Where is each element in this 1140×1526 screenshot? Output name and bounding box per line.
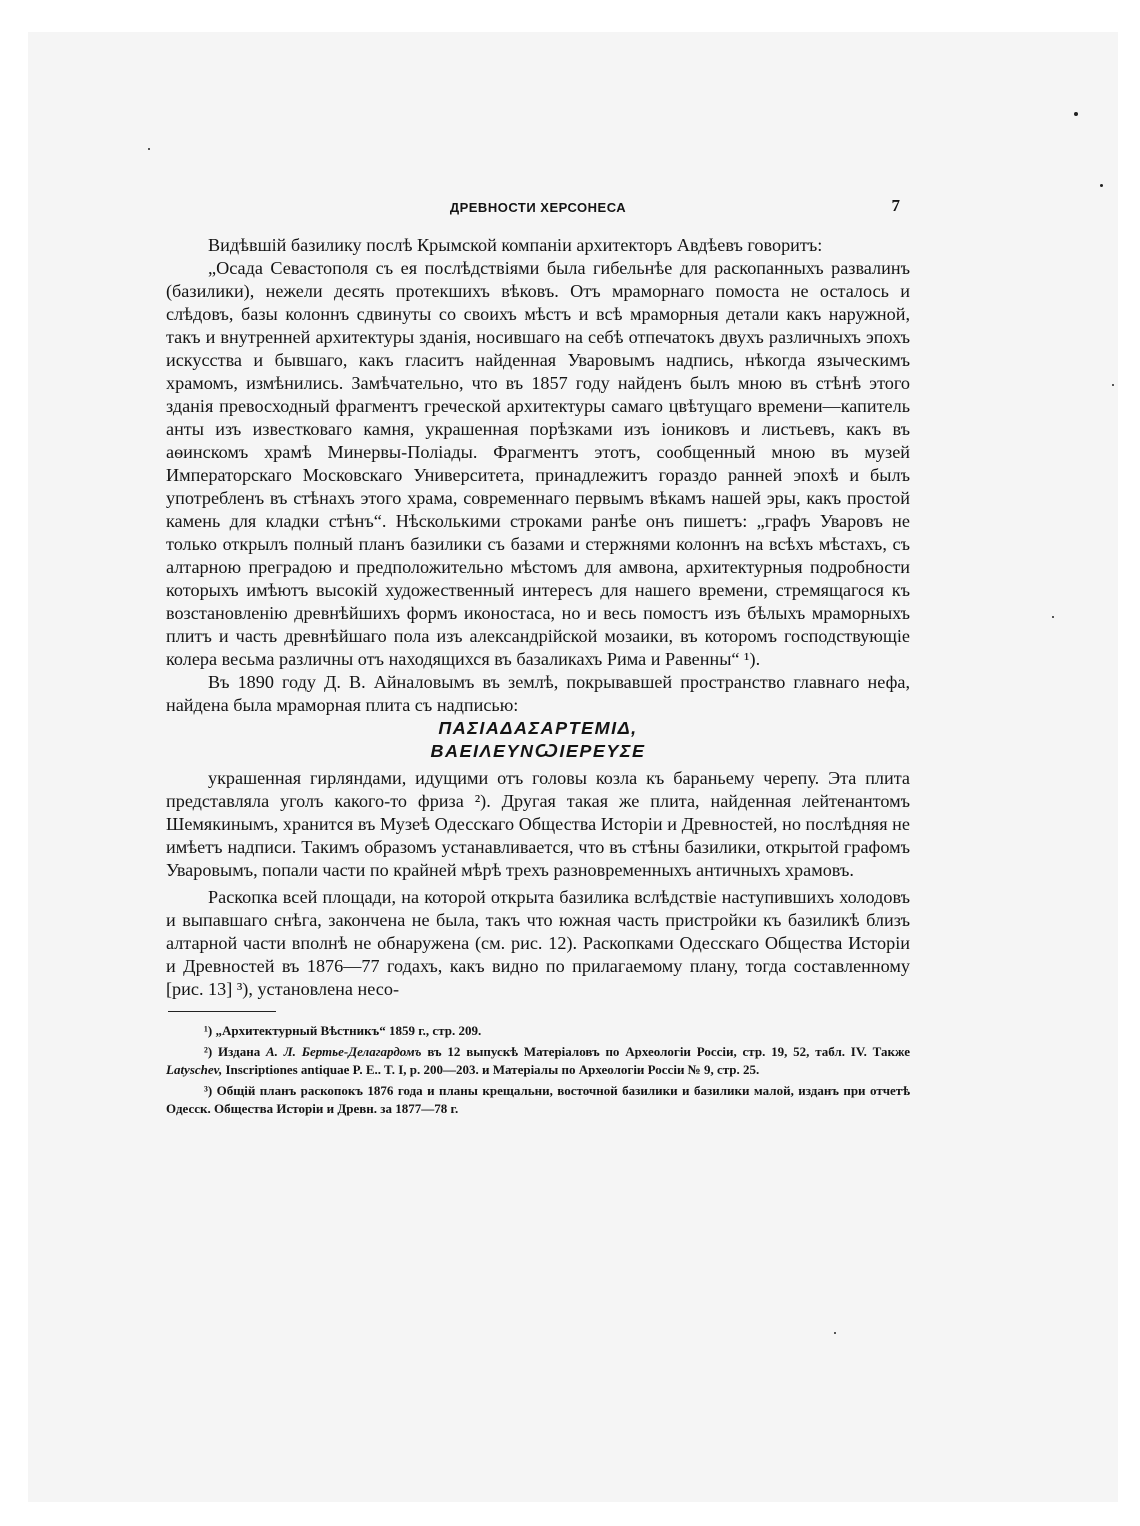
paragraph-intro: Видѣвшій базилику послѣ Крымской компаніи архитекторъ Авдѣевъ говоритъ: [208, 235, 823, 255]
footnote-divider [168, 1011, 276, 1012]
footnote-2-text: въ 12 выпускѣ Матеріаловъ по Археологіи Россіи, стр. 19, 52, табл. IV. Также [421, 1044, 910, 1059]
running-title: ДРЕВНОСТИ ХЕРСОНЕСА [449, 200, 627, 215]
scan-speck [1052, 616, 1054, 618]
footnote-3: ³) Общій планъ раскопокъ 1876 года и планы крещальни, восточной базилики и базилики малой, изданъ при отчетѣ Одесск. Общества Исторіи и Древн. за 1877—78 г. [166, 1083, 910, 1116]
paragraph-slab-description: украшенная гирляндами, идущими отъ головы козла къ бараньему черепу. Эта плита представляла уголъ какого-то фриза ²). Другая такая же плита, найденная лейтенантомъ Шемякинымъ, хранится въ Музеѣ Одесскаго Общества Исторіи и Древностей, но послѣдняя не имѣетъ надписи. Такимъ образомъ устанавливается, что въ стѣны базилики, открытой графомъ Уваровымъ, попали части по крайней мѣрѣ трехъ разновременныхъ античныхъ храмовъ. [166, 768, 910, 880]
scan-speck [1112, 384, 1114, 386]
footnote-2-author: А. Л. Бертье-Делагардомъ [266, 1044, 422, 1059]
paragraph-quotation: „Осада Севастополя съ ея послѣдствіями была гибельнѣе для раскопанныхъ развалинъ (базилики), нежели десять протекшихъ вѣковъ. Отъ мраморнаго помоста не осталось и слѣдовъ, базы колоннъ сдвинуты со своихъ мѣстъ и всѣ мраморныя детали какъ наружной, такъ и внутренней архитектуры зданія, носившаго на себѣ отпечатокъ двухъ различныхъ эпохъ искусства и бывшаго, какъ гласитъ найденная Уваровымъ надпись, нѣкогда языческимъ храмомъ, измѣнились. Замѣчательно, что въ 1857 году найденъ былъ мною въ стѣнѣ этого зданія превосходный фрагментъ греческой архитектуры самаго цвѣтущаго времени—капитель анты изъ известковаго камня, украшенная порѣзками изъ іониковъ и листьевъ, какъ въ аѳинскомъ храмѣ Минервы-Поліады. Фрагментъ этотъ, сообщенный мною въ музей Императорскаго Московскаго Университета, принадлежитъ гораздо ранней эпохѣ и былъ употребленъ въ стѣнахъ этого храма, современнаго первымъ вѣкамъ нашей эры, какъ простой камень для кладки стѣнъ“. Нѣсколькими строками ранѣе онъ пишетъ: „графъ Уваровъ не только открылъ полный планъ базилики съ базами и стержнями колоннъ на всѣхъ мѣстахъ, съ алтарною преградою и предположительно мѣстомъ для амвона, архитектурныя подробности которыхъ имѣютъ высокій художественный интересъ для нашего времени, стремящагося къ возстановленію древнѣйшихъ формъ иконостаса, но и весь помостъ изъ бѣлыхъ мраморныхъ плитъ и часть древнѣйшаго пола изъ александрійской мозаики, въ которомъ господствующіе колера весьма различны отъ находящихся въ базаликахъ Рима и Равенны“ ¹). [166, 258, 910, 669]
page-number: 7 [891, 196, 900, 215]
footnote-2-author: Latyschev, [166, 1062, 223, 1077]
paragraph-discovery: Въ 1890 году Д. В. Айналовымъ въ землѣ, покрывавшей пространство главнаго нефа, найдена была мраморная плита съ надписью: [166, 672, 910, 715]
paragraph-excavation: Раскопка всей площади, на которой открыта базилика вслѣдствіе наступившихъ холодовъ и выпавшаго снѣга, закончена не была, такъ что южная часть пристройки къ базиликѣ близъ алтарной части вполнѣ не обнаружена (см. рис. 12). Раскопками Одесскаго Общества Исторіи и Древностей въ 1876—77 годахъ, какъ видно по прилагаемому плану, тогда составленному [рис. 13] ³), установлена несо- [166, 887, 910, 999]
greek-inscription [166, 717, 910, 763]
scan-speck [148, 148, 150, 150]
inscription-line-2: ΒΑΕΙΛΕΥΝѠΙΕΡΕΥΣΕ [430, 741, 646, 761]
running-header [166, 196, 910, 222]
document-page [166, 196, 910, 1121]
scan-speck [834, 1332, 836, 1334]
footnote-1: ¹) „Архитектурный Вѣстникъ“ 1859 г., стр. 209. [204, 1023, 482, 1038]
scan-speck [1100, 184, 1103, 187]
scan-speck [1074, 112, 1078, 116]
footnote-2-text: ²) Издана [204, 1044, 266, 1059]
footnote-2 [166, 1043, 910, 1079]
footnote-2-text: Inscriptiones antiquae P. E.. T. I, p. 200—203. и Матеріалы по Археологіи Россіи № 9, стр. 25. [222, 1062, 760, 1077]
inscription-line-1: ΠΑΣΙΑΔΑΣΑΡΤΕΜΙΔ, [438, 718, 638, 738]
